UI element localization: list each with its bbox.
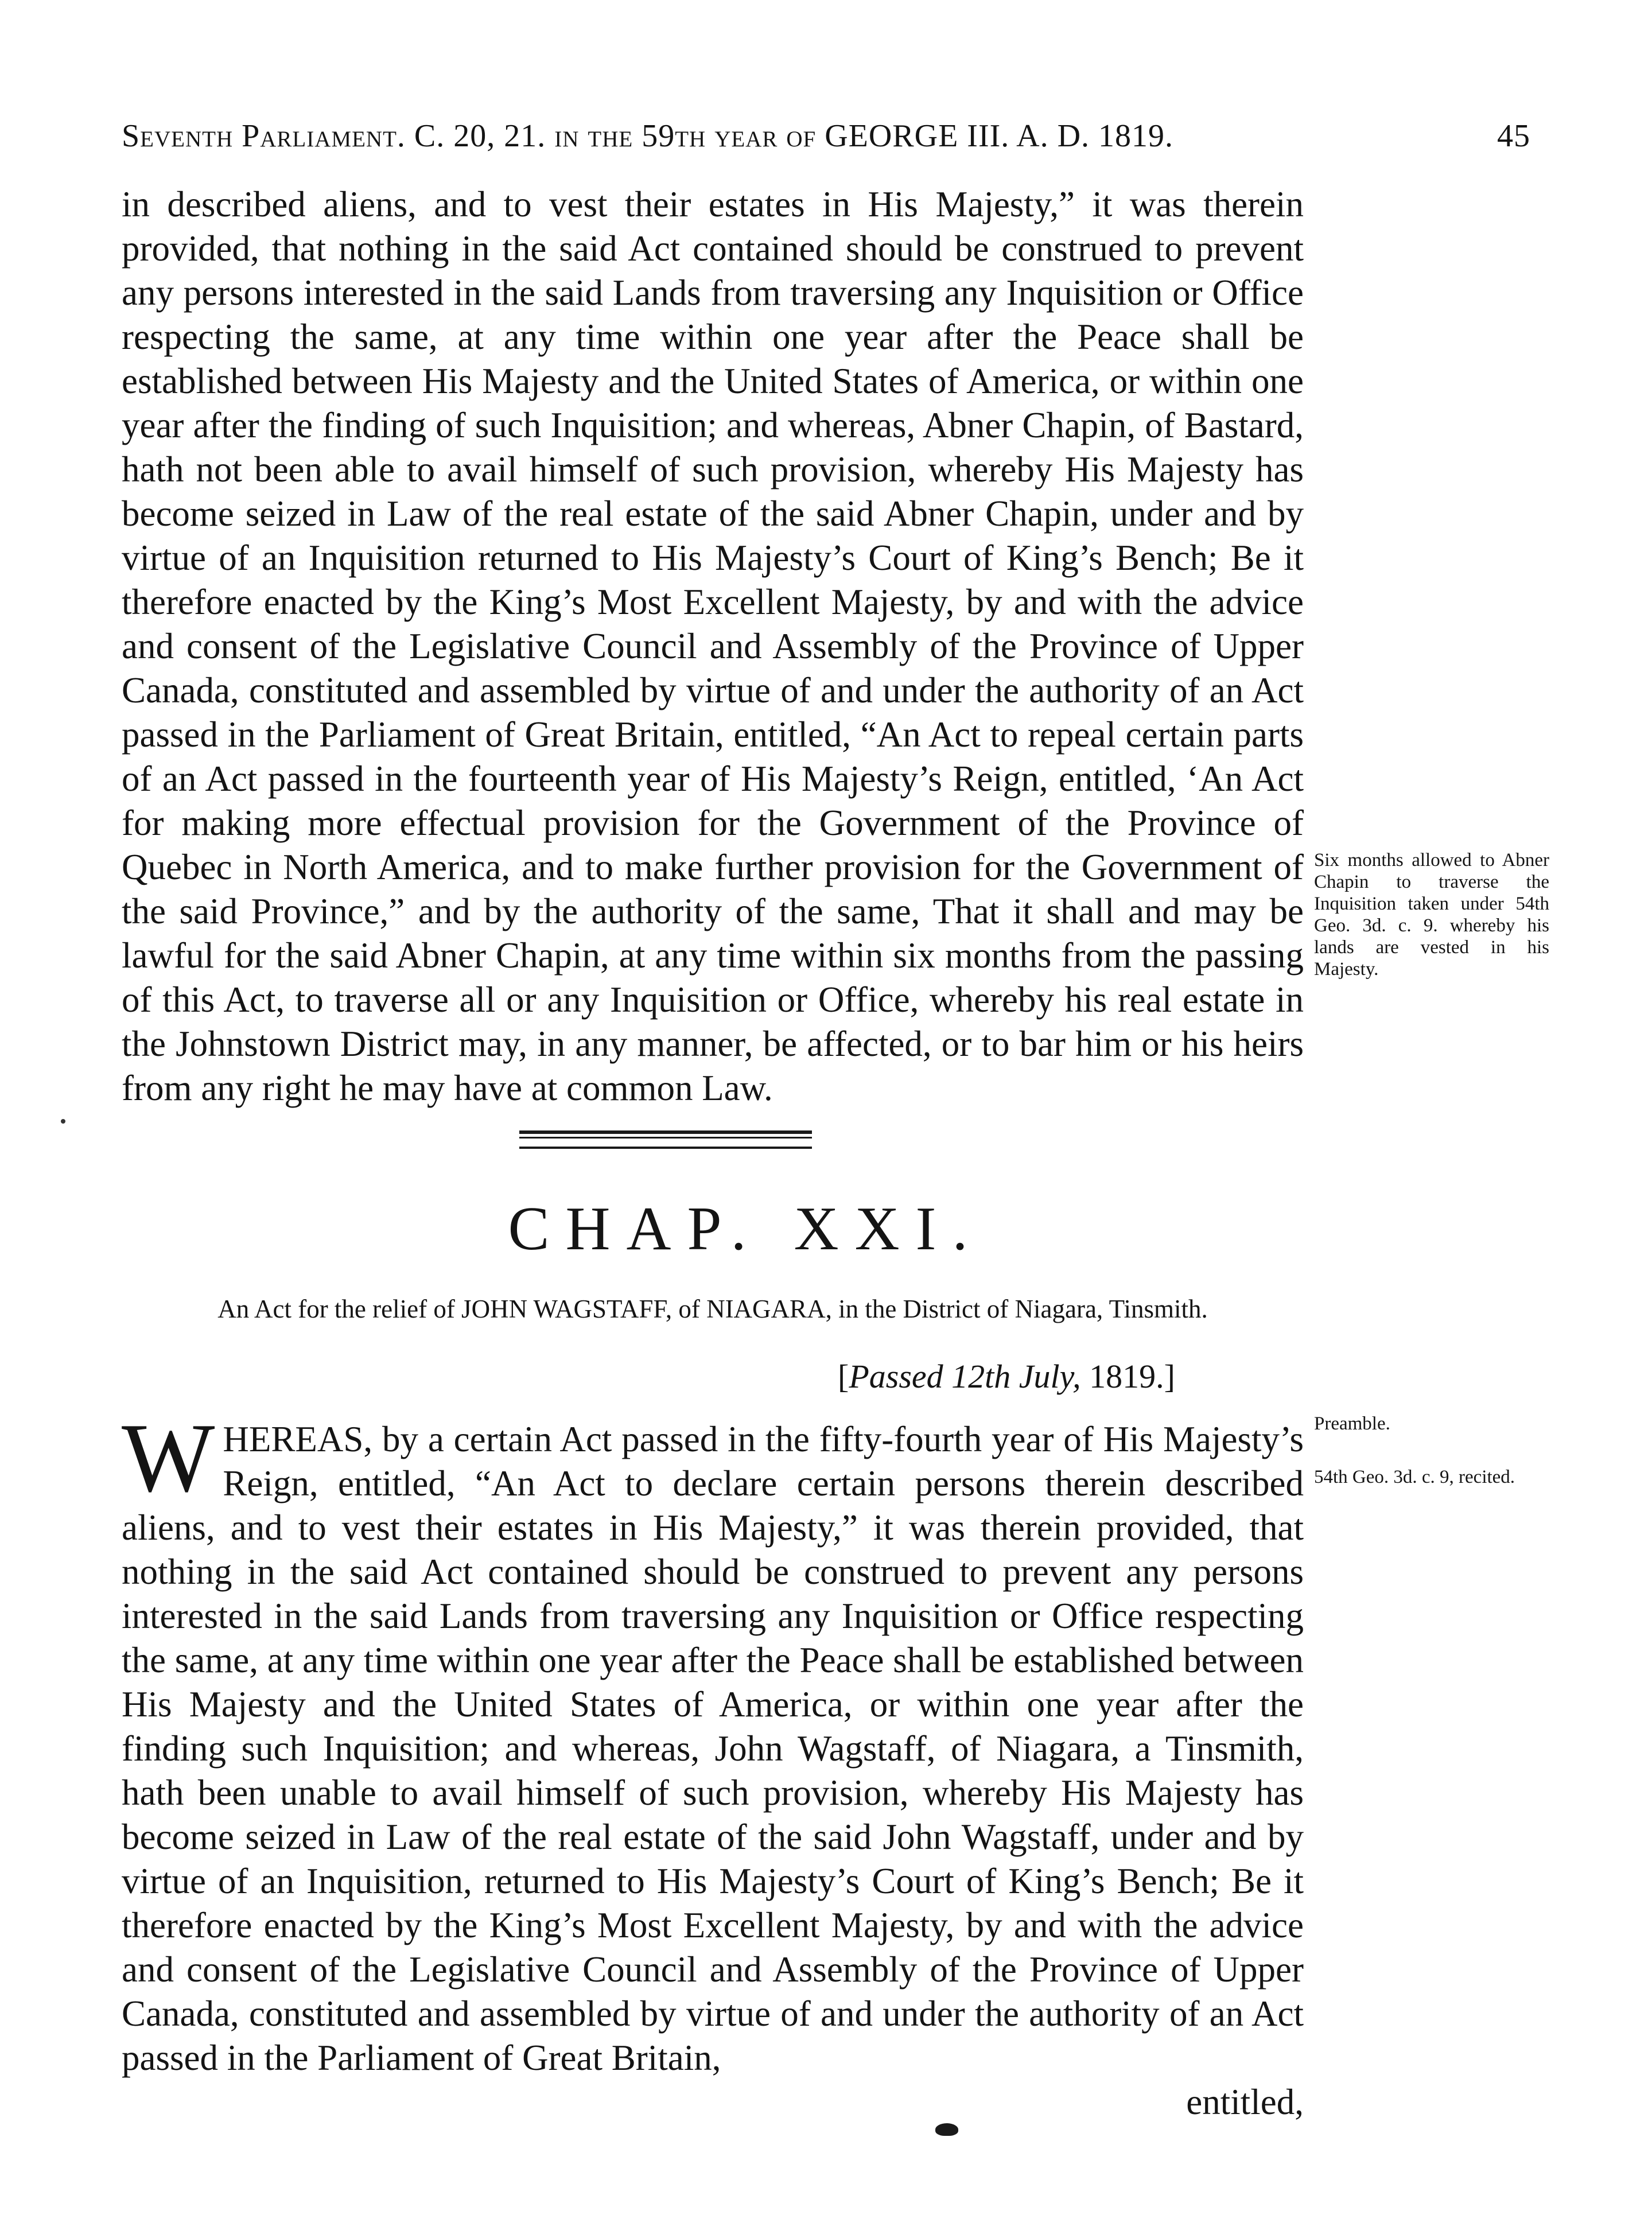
chapter-21-text — [122, 1404, 1304, 2124]
act-title: An Act for the relief of JOHN WAGSTAFF, of NIAGARA, in the District of Niagara, Tinsmith. — [217, 1295, 1208, 1323]
chapter-20-text: in described aliens, and to vest their estates in His Majesty,” it was therein provided, that nothing in the said Act contained should be construed to prevent any persons interested in the said Lands from traversing any Inquisition or Office respecting the same, at any time within one year after the Peace shall be established between His Majesty and the United States of America, or within one year after the finding of such Inquisition; and whereas, Abner Chapin, of Bastard, hath not been able to avail himself of such provision, whereby His Majesty has become seized in Law of the real estate of the said Abner Chapin, under and by virtue of an Inquisition returned to His Majesty’s Court of King’s Bench; Be it therefore enacted by the King’s Most Excellent Majesty, by and with the advice and consent of the Legislative Council and Assembly of the Province of Upper Canada, constituted and assembled by virtue of and under the authority of an Act passed in the Parliament of Great Britain, entitled, “An Act to repeal certain parts of an Act passed in the fourteenth year of His Majesty’s Reign, entitled, ‘An Act for making more effectual provision for the Government of the Province of Quebec in North America, and to make further provision for the Government of the said Province,” and by the authority of the same, That it shall and may be lawful for the said Abner Chapin, at any time within six months from the passing of this Act, to traverse all or any Inquisition or Office, whereby his real estate in the Johnstown District may, in any manner, be affected, or to bar him or his heirs from any right he may have at common Law. — [122, 184, 1304, 1108]
drop-cap-letter: W — [122, 1404, 215, 1513]
running-header — [122, 118, 1530, 164]
catchword: entitled, — [1186, 2082, 1304, 2122]
margin-note-preamble: Preamble. — [1314, 1413, 1390, 1434]
passed-label: Passed 12th July, — [849, 1358, 1081, 1395]
section-divider-rule — [519, 1130, 812, 1149]
ink-speck — [61, 1119, 65, 1124]
passed-year: 1819. — [1089, 1358, 1164, 1395]
passed-date: [Passed 12th July, 1819.] — [838, 1358, 1175, 1395]
page-number: 45 — [1497, 118, 1530, 154]
margin-note-six-months: Six months allowed to Abner Chapin to traverse the Inquisition taken under 54th Geo. 3d. c. 9. whereby his lands are vested in his Majesty. — [1314, 850, 1549, 980]
chapter-21-body: HEREAS, by a certain Act passed in the fifty-fourth year of His Majesty’s Reign, entitled, “An Act to declare certain persons therein described aliens, and to vest their estates in His Majesty,” it was therein provided, that nothing in the said Act contained should be construed to prevent any persons interested in the said Lands from traversing any Inquisition or Office respecting the same, at any time within one year after the Peace shall be established between His Majesty and the United States of America, or within one year after the finding such Inquisition; and whereas, John Wagstaff, of Niagara, a Tinsmith, hath been unable to avail himself of such provision, whereby His Majesty has become seized in Law of the real estate of the said John Wagstaff, under and by virtue of an Inquisition, returned to His Majesty’s Court of King’s Bench; Be it therefore enacted by the King’s Most Excellent Majesty, by and with the advice and consent of the Legislative Council and Assembly of the Province of Upper Canada, constituted and assembled by virtue of and under the authority of an Act passed in the Parliament of Great Britain, — [122, 1419, 1304, 2078]
running-header-title: Seventh Parliament. C. 20, 21. in the 59th year of GEORGE III. A. D. 1819. — [122, 118, 1174, 154]
margin-note-recited: 54th Geo. 3d. c. 9, recited. — [1314, 1467, 1515, 1487]
ink-ornament — [935, 2123, 958, 2136]
chapter-heading: CHAP. XXI. — [508, 1195, 984, 1263]
